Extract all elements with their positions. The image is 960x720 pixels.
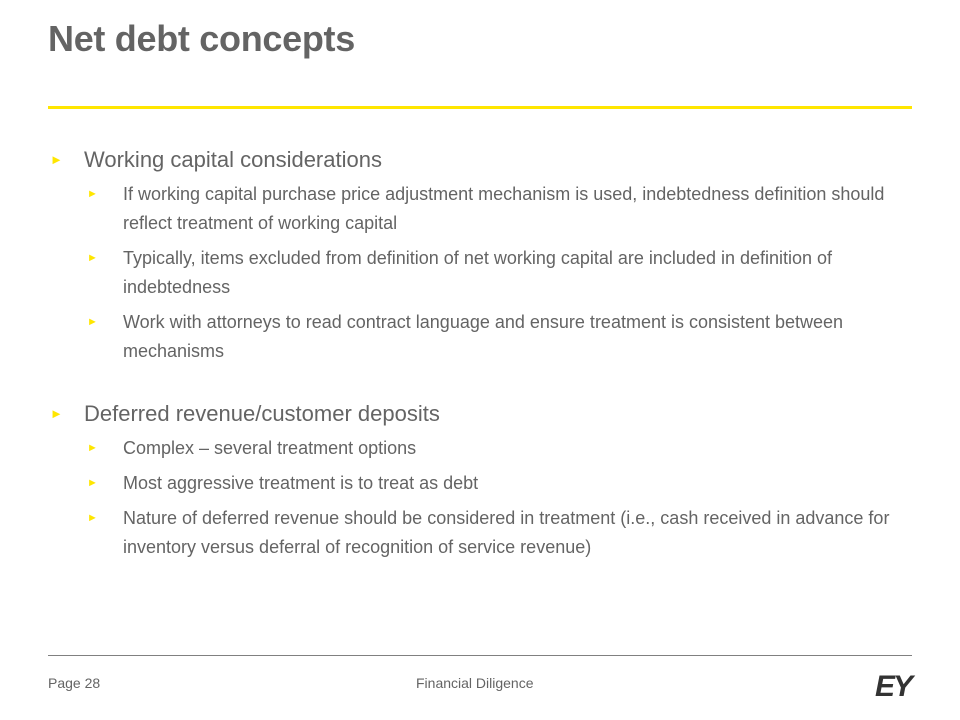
bullet-item [84, 504, 912, 562]
bullet-item [84, 308, 912, 366]
footer-title: Financial Diligence [416, 675, 534, 691]
footer-divider [48, 655, 912, 656]
section-heading [48, 400, 912, 428]
bullet-text: Typically, items excluded from definition of net working capital are included in definition of indebtedness [123, 248, 833, 297]
bullet-arrow-icon: ► [87, 316, 98, 328]
slide-title: Net debt concepts [48, 18, 355, 59]
bullet-item [84, 469, 912, 498]
bullet-item [84, 244, 912, 302]
bullet-text: Complex – several treatment options [123, 438, 417, 458]
section-heading-text: Working capital considerations [84, 147, 382, 172]
section-heading-text: Deferred revenue/customer deposits [84, 401, 440, 426]
bullet-text: Nature of deferred revenue should be considered in treatment (i.e., cash received in advance for inventory versus deferral of recognition of service revenue) [123, 508, 890, 557]
bullet-item [84, 180, 912, 238]
bullet-arrow-icon: ► [87, 512, 98, 524]
bullet-arrow-icon: ► [87, 477, 98, 489]
bullet-text: Work with attorneys to read contract language and ensure treatment is consistent between mechanisms [123, 312, 844, 361]
ey-logo: EY [875, 670, 912, 703]
bullet-arrow-icon: ► [87, 188, 98, 200]
bullet-list [48, 180, 912, 366]
bullet-list [48, 434, 912, 562]
bullet-arrow-icon: ► [50, 406, 63, 421]
section-working-capital [48, 146, 912, 366]
bullet-item [84, 434, 912, 463]
title-divider [48, 106, 912, 109]
bullet-text: Most aggressive treatment is to treat as debt [123, 473, 479, 493]
bullet-text: If working capital purchase price adjustment mechanism is used, indebtedness definition should reflect treatment of working capital [123, 184, 885, 233]
bullet-arrow-icon: ► [87, 252, 98, 264]
bullet-arrow-icon: ► [50, 152, 63, 167]
bullet-arrow-icon: ► [87, 442, 98, 454]
slide-body [48, 146, 912, 562]
page-number: Page 28 [48, 675, 101, 691]
section-deferred-revenue [48, 400, 912, 562]
section-heading [48, 146, 912, 174]
